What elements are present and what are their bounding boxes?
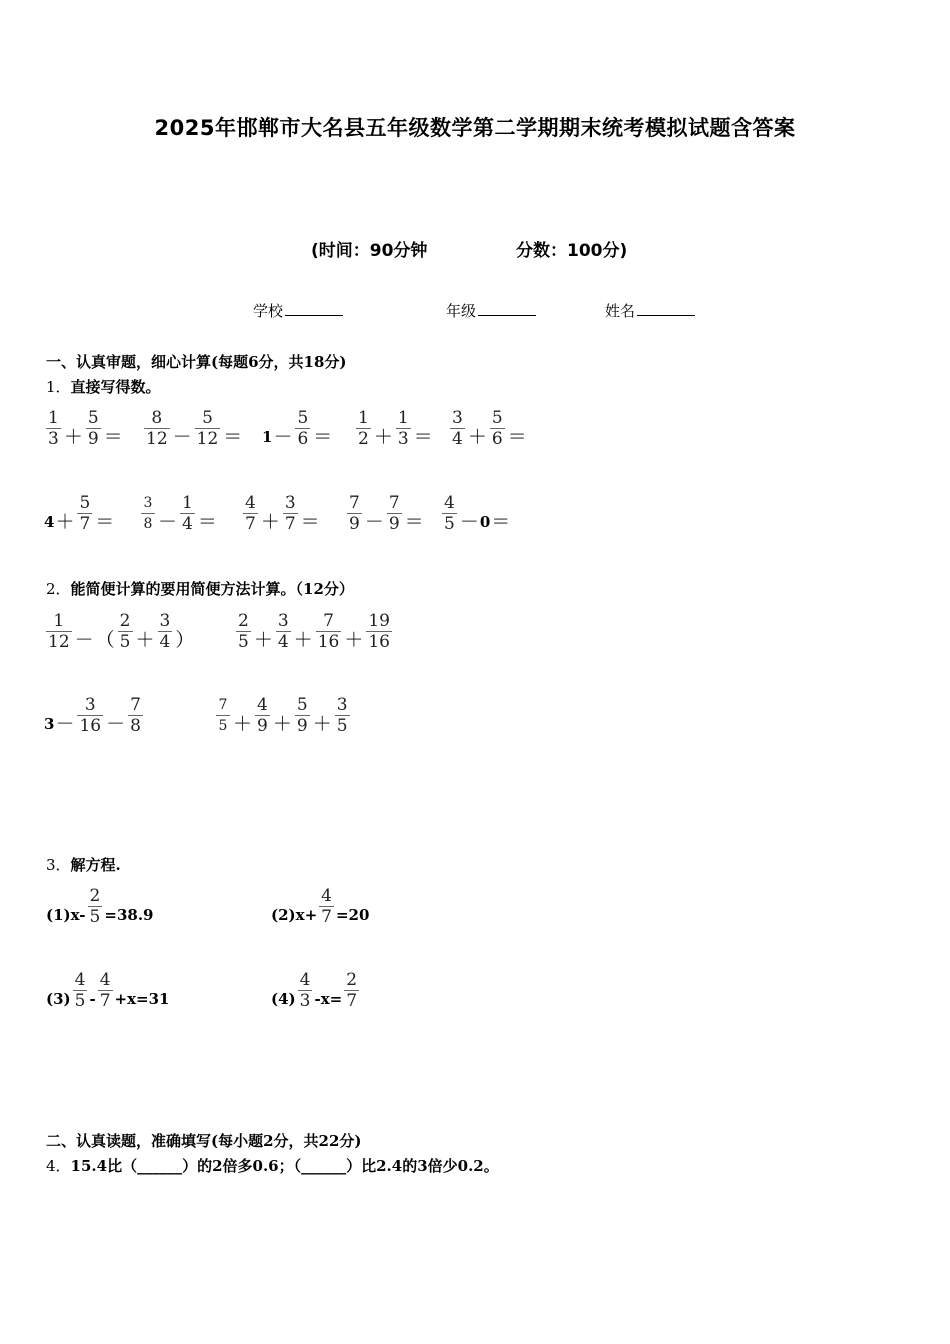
expression-7 [139, 493, 218, 534]
fraction: $\frac{5}{6}$ [297, 408, 309, 449]
fraction: $\frac{3}{5}$ [336, 695, 348, 736]
name-field [605, 300, 695, 321]
integer: 3 [44, 715, 55, 733]
name-blank[interactable] [637, 303, 695, 316]
question-number: 3． [46, 856, 71, 874]
equation-2 [271, 886, 369, 927]
fraction: $\frac{4}{7}$ [245, 493, 256, 534]
equation-1 [46, 886, 153, 927]
plus-sign: ＋ [293, 629, 313, 651]
expression-3 [262, 408, 333, 449]
question-number: 2． [46, 580, 71, 598]
equals-sign: ＝ [223, 426, 243, 448]
fraction: $\frac{8}{12}$ [146, 408, 168, 449]
minus-sign: － [364, 511, 384, 533]
plus-sign: ＋ [260, 511, 280, 533]
fraction: $\frac{5}{9}$ [87, 408, 99, 449]
school-blank[interactable] [285, 303, 343, 316]
expression-1 [44, 408, 124, 449]
score-label: 分数：100分) [516, 241, 628, 261]
equals-sign: ＝ [404, 511, 424, 533]
plus-sign: ＋ [272, 713, 292, 735]
equation-text: =38.9 [104, 906, 154, 924]
fraction: $\frac{3}{8}$ [141, 493, 155, 534]
equation-text: - [89, 990, 96, 1008]
fraction: $\frac{4}{7}$ [99, 970, 111, 1011]
question-text: 15.4比（______）的2倍多0.6；（______）比2.4的3倍少0.2。 [70, 1157, 499, 1175]
question-text: 直接写得数。 [70, 378, 161, 396]
fraction: $\frac{7}{16}$ [317, 611, 340, 652]
fraction: $\frac{7}{5}$ [216, 695, 230, 736]
expression-9 [345, 493, 425, 534]
grade-blank[interactable] [478, 303, 536, 316]
fraction: $\frac{4}{5}$ [74, 970, 86, 1011]
fraction: $\frac{2}{5}$ [89, 886, 101, 927]
fraction: $\frac{1}{3}$ [397, 408, 409, 449]
question-text: 能简便计算的要用简便方法计算。（12分） [70, 580, 354, 598]
fraction: $\frac{3}{16}$ [79, 695, 102, 736]
fraction: $\frac{5}{6}$ [491, 408, 503, 449]
fraction: $\frac{7}{9}$ [349, 493, 360, 534]
plus-sign: ＋ [233, 713, 253, 735]
fraction: $\frac{4}{7}$ [321, 886, 332, 927]
expression-6 [44, 493, 115, 534]
section2-heading: 二、认真读题，准确填写(每小题2分，共22分) [46, 1132, 362, 1150]
fraction: $\frac{3}{4}$ [277, 611, 289, 652]
equals-sign: ＝ [491, 511, 511, 533]
minus-sign: － [459, 511, 479, 533]
question-number: 1． [46, 378, 71, 396]
question-1 [46, 376, 161, 397]
integer: 1 [262, 428, 273, 446]
expression-11 [44, 611, 195, 652]
equation-text: (2)x+ [271, 906, 318, 924]
equation-text: (1)x- [46, 906, 86, 924]
equation-text: -x= [314, 990, 343, 1008]
fraction: $\frac{5}{9}$ [296, 695, 308, 736]
integer: 0 [479, 513, 491, 531]
fraction: $\frac{4}{3}$ [299, 970, 311, 1011]
equation-text: =20 [335, 906, 370, 924]
minus-sign: － [106, 713, 126, 735]
grade-field [446, 300, 536, 321]
minus-sign: － [158, 511, 178, 533]
expression-14 [214, 695, 352, 736]
equation-3 [46, 970, 170, 1011]
minus-sign: － [273, 426, 293, 448]
equals-sign: ＝ [413, 426, 433, 448]
fraction: $\frac{3}{4}$ [452, 408, 463, 449]
minus-sign: － [74, 629, 94, 651]
minus-sign: － [172, 426, 192, 448]
fraction: $\frac{5}{12}$ [196, 408, 219, 449]
plus-sign: ＋ [373, 426, 393, 448]
grade-label: 年级 [446, 302, 477, 320]
fraction: $\frac{2}{7}$ [346, 970, 358, 1011]
expression-2 [142, 408, 243, 449]
plus-sign: ＋ [135, 629, 155, 651]
plus-sign: ＋ [344, 629, 364, 651]
fraction: $\frac{3}{7}$ [284, 493, 296, 534]
fraction: $\frac{5}{7}$ [79, 493, 91, 534]
equals-sign: ＝ [103, 426, 123, 448]
expression-5 [448, 408, 528, 449]
time-label: (时间：90分钟 [311, 241, 428, 261]
equation-text: (4) [271, 990, 296, 1008]
section1-heading: 一、认真审题，细心计算(每题6分，共18分) [46, 353, 347, 371]
question-2 [46, 578, 354, 599]
plus-sign: ＋ [312, 713, 332, 735]
integer: 4 [44, 513, 55, 531]
fraction: $\frac{4}{5}$ [444, 493, 455, 534]
plus-sign: ＋ [253, 629, 273, 651]
question-number: 4． [46, 1157, 71, 1175]
equation-text: (3) [46, 990, 71, 1008]
question-4 [46, 1155, 499, 1176]
fraction: $\frac{1}{4}$ [182, 493, 193, 534]
left-paren: （ [95, 629, 115, 651]
plus-sign: ＋ [63, 426, 83, 448]
fraction: $\frac{4}{9}$ [257, 695, 268, 736]
fraction: $\frac{7}{9}$ [388, 493, 400, 534]
name-label: 姓名 [605, 302, 636, 320]
fraction: $\frac{2}{5}$ [238, 611, 249, 652]
school-field [253, 300, 343, 321]
equals-sign: ＝ [313, 426, 333, 448]
expression-10 [440, 493, 511, 534]
fraction: $\frac{19}{16}$ [368, 611, 390, 652]
plus-sign: ＋ [55, 511, 75, 533]
fraction: $\frac{1}{2}$ [358, 408, 369, 449]
fraction: $\frac{2}{5}$ [119, 611, 131, 652]
equals-sign: ＝ [507, 426, 527, 448]
fraction: $\frac{1}{3}$ [48, 408, 59, 449]
question-3 [46, 854, 121, 875]
equals-sign: ＝ [300, 511, 320, 533]
plus-sign: ＋ [467, 426, 487, 448]
fraction: $\frac{1}{12}$ [48, 611, 70, 652]
expression-13 [44, 695, 145, 736]
right-paren: ） [175, 629, 195, 651]
school-label: 学校 [253, 302, 284, 320]
fraction: $\frac{3}{4}$ [159, 611, 171, 652]
equation-4 [271, 970, 361, 1011]
fraction: $\frac{7}{8}$ [130, 695, 141, 736]
equals-sign: ＝ [197, 511, 217, 533]
question-text: 解方程. [70, 856, 121, 874]
expression-8 [241, 493, 321, 534]
equation-text: +x=31 [114, 990, 170, 1008]
expression-4 [354, 408, 434, 449]
equals-sign: ＝ [95, 511, 115, 533]
page-title: 2025年邯郸市大名县五年级数学第二学期期末统考模拟试题含答案 [154, 116, 796, 140]
expression-12 [234, 611, 394, 652]
minus-sign: － [55, 713, 75, 735]
